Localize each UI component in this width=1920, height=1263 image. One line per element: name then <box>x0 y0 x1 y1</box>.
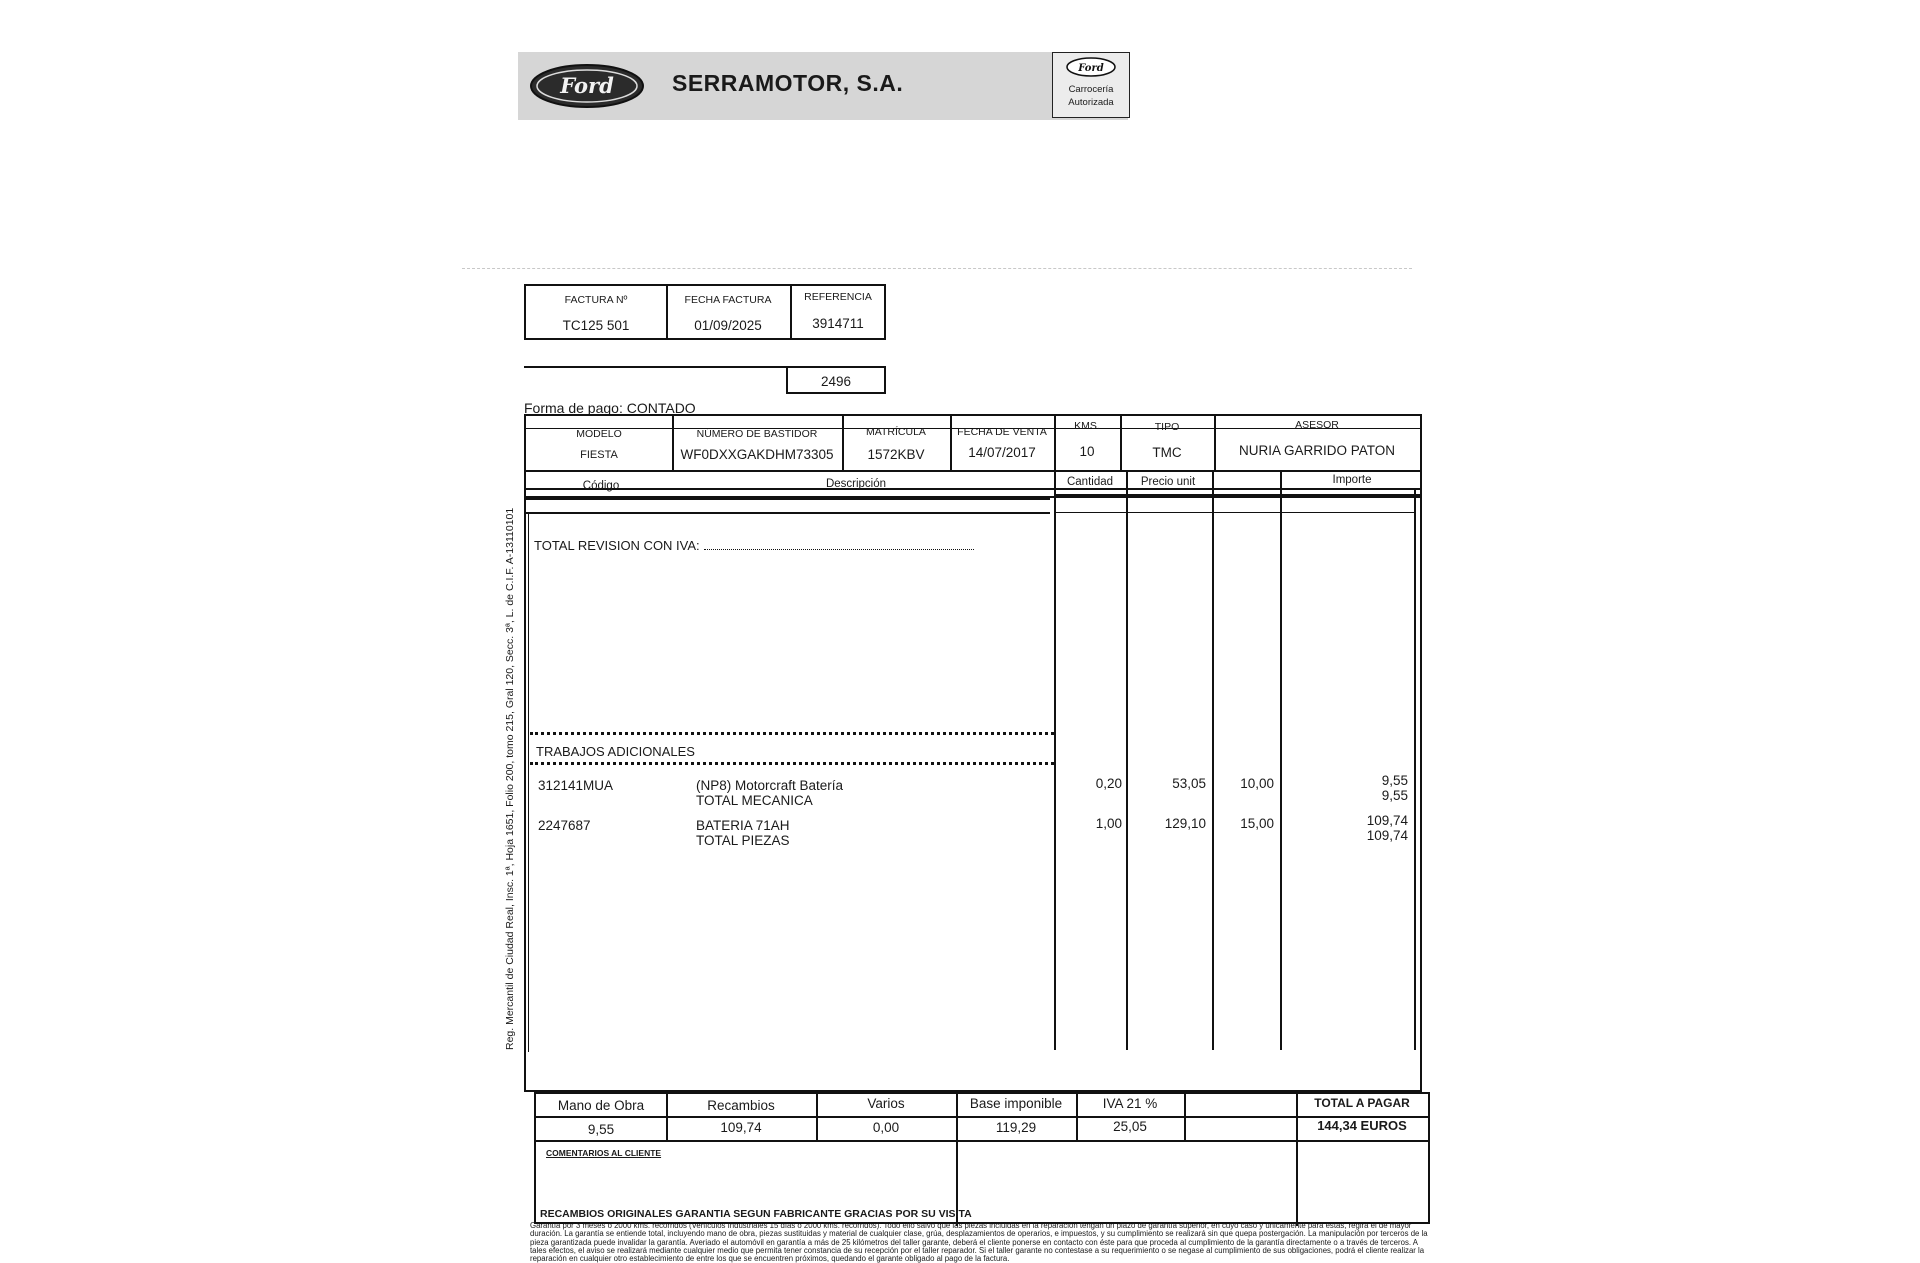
line2-code: 2247687 <box>538 818 591 833</box>
badge-line2: Autorizada <box>1068 97 1114 108</box>
parts-label: Recambios <box>707 1098 775 1113</box>
labor-label: Mano de Obra <box>557 1098 645 1113</box>
base-value: 119,29 <box>995 1120 1037 1135</box>
section-divider-bottom <box>530 762 1054 765</box>
col-code: Código <box>582 480 620 492</box>
model-value: FIESTA <box>580 449 618 461</box>
line2-quantity: 1,00 <box>1095 816 1122 831</box>
invoice-info-box <box>524 284 886 340</box>
payment-label: Forma de pago: <box>524 400 623 416</box>
warranty-fine-print: Garantía por 3 meses o 2000 kms. recorridos (Vehículos Industriales 15 días o 2000 kms. recorridos). Todo ello salvo que las piezas incluidas en la reparación tengan un plazo de garantía superior, en cuyo caso y únicamente para éstas, regirá el de mayor duración. La garantía se entiende total, incluyendo mano de obra, piezas sustituidas y material de cualquier clase, grúa, desplazamientos de operarios, e impuestos, y su cumplimiento se realizará sin que quepa postergación. La manipulación por terceros de la pieza garantizada puede invalidar la garantía. Averiado el automóvil en garantía a más de 25 kilómetros del taller garante, deberá el cliente ponerse en contacto con éste para que proceda al cumplimiento de la garantía directamente o a través de terceros. A tales efectos, el aviso se realizará mediante cualquier medio que permita tener constancia de su recepción por el taller reparador. Si el taller garante no contestase a su requerimiento o se negase al cumplimiento de sus obligaciones, podrá el cliente realizar la reparación en cualquier otro establecimiento de entre los que se encuentren próximos, quedando el garante obligado al pago de la factura. <box>530 1221 1428 1263</box>
line1-extra: 10,00 <box>1240 776 1274 791</box>
section-divider-top <box>530 732 1054 735</box>
vin-label: NÚMERO DE BASTIDOR <box>696 428 818 440</box>
line1-description: (NP8) Motorcraft Batería <box>696 778 844 793</box>
sale-date-label: FECHA DE VENTA <box>957 426 1047 438</box>
totals-box <box>534 1092 1430 1224</box>
reference-label: REFERENCIA <box>804 291 872 303</box>
advisor-label: ASESOR <box>1295 419 1339 431</box>
sale-date-value: 14/07/2017 <box>968 445 1036 460</box>
vat-value: 25,05 <box>1113 1119 1147 1134</box>
line1-code: 312141MUA <box>538 778 614 793</box>
plate-value: 1572KBV <box>867 447 925 462</box>
ford-badge-logo <box>1065 57 1117 77</box>
total-label: TOTAL A PAGAR <box>1314 1096 1410 1110</box>
revision-leader <box>704 549 974 550</box>
plate-label: MATRÍCULA <box>866 426 926 438</box>
line1-subtotal-label: TOTAL MECANICA <box>696 793 813 808</box>
line1-subtotal: 9,55 <box>1381 788 1408 803</box>
comments-footer-note: RECAMBIOS ORIGINALES GARANTIA SEGUN FABRICANTE GRACIAS POR SU VISITA <box>540 1208 972 1220</box>
base-label: Base imponible <box>969 1096 1063 1111</box>
line2-extra: 15,00 <box>1240 816 1274 831</box>
payment-value: CONTADO <box>626 400 696 416</box>
kms-label: KMS. <box>1074 420 1100 432</box>
labor-value: 9,55 <box>587 1122 615 1137</box>
reference-value: 3914711 <box>812 316 864 331</box>
total-value: 144,34 EUROS <box>1317 1118 1407 1133</box>
invoice-number-label: FACTURA Nº <box>564 294 628 306</box>
misc-label: Varios <box>867 1096 905 1111</box>
vat-label: IVA 21 % <box>1102 1096 1158 1111</box>
authorized-bodyshop-badge <box>1052 52 1130 118</box>
line2-subtotal-label: TOTAL PIEZAS <box>696 833 790 848</box>
line1-amount: 9,55 <box>1381 773 1408 788</box>
line1-unit-price: 53,05 <box>1172 776 1206 791</box>
advisor-value: NURIA GARRIDO PATON <box>1238 443 1396 458</box>
vin-value: WF0DXXGAKDHM73305 <box>680 447 834 462</box>
col-amount: Importe <box>1332 474 1372 486</box>
secondary-rule <box>524 366 786 368</box>
scan-artifact-line <box>462 268 1412 269</box>
col-quantity: Cantidad <box>1066 476 1114 488</box>
col-unit-price: Precio unit <box>1140 476 1196 488</box>
line2-description: BATERIA 71AH <box>696 818 790 833</box>
invoice-number: TC125 501 <box>562 318 630 333</box>
misc-value: 0,00 <box>872 1120 900 1135</box>
badge-line1: Carrocería <box>1068 84 1114 95</box>
additional-work-title: TRABAJOS ADICIONALES <box>536 744 695 759</box>
revision-text: TOTAL REVISION CON IVA: <box>534 538 700 553</box>
svg-text:Ford: Ford <box>1078 63 1104 74</box>
invoice-date: 01/09/2025 <box>694 318 762 333</box>
invoice-date-label: FECHA FACTURA <box>684 294 772 306</box>
invoice-table <box>524 414 1422 1092</box>
line2-subtotal: 109,74 <box>1366 828 1408 843</box>
secondary-value: 2496 <box>820 374 852 389</box>
line1-quantity: 0,20 <box>1095 776 1122 791</box>
kms-value: 10 <box>1079 444 1095 459</box>
model-label: MODELO <box>576 428 622 440</box>
col-description: Descripción <box>825 478 887 490</box>
line2-amount: 109,74 <box>1366 813 1408 828</box>
type-value: TMC <box>1152 445 1182 460</box>
comments-label: COMENTARIOS AL CLIENTE <box>546 1148 662 1158</box>
ford-logo <box>528 62 646 110</box>
type-label: TIPO <box>1154 421 1180 433</box>
registry-text: Reg. Mercantil de Ciudad Real, Insc. 1ª, Hoja 1651, Folio 200, tomo 215, Gral 120, Secc. 3ª, L. de C.I.F. A-13110101 <box>504 507 516 1050</box>
line2-unit-price: 129,10 <box>1164 816 1206 831</box>
secondary-box <box>786 366 886 394</box>
ford-logo-text: Ford <box>560 73 614 98</box>
parts-value: 109,74 <box>720 1120 762 1135</box>
company-name: SERRAMOTOR, S.A. <box>672 70 904 96</box>
